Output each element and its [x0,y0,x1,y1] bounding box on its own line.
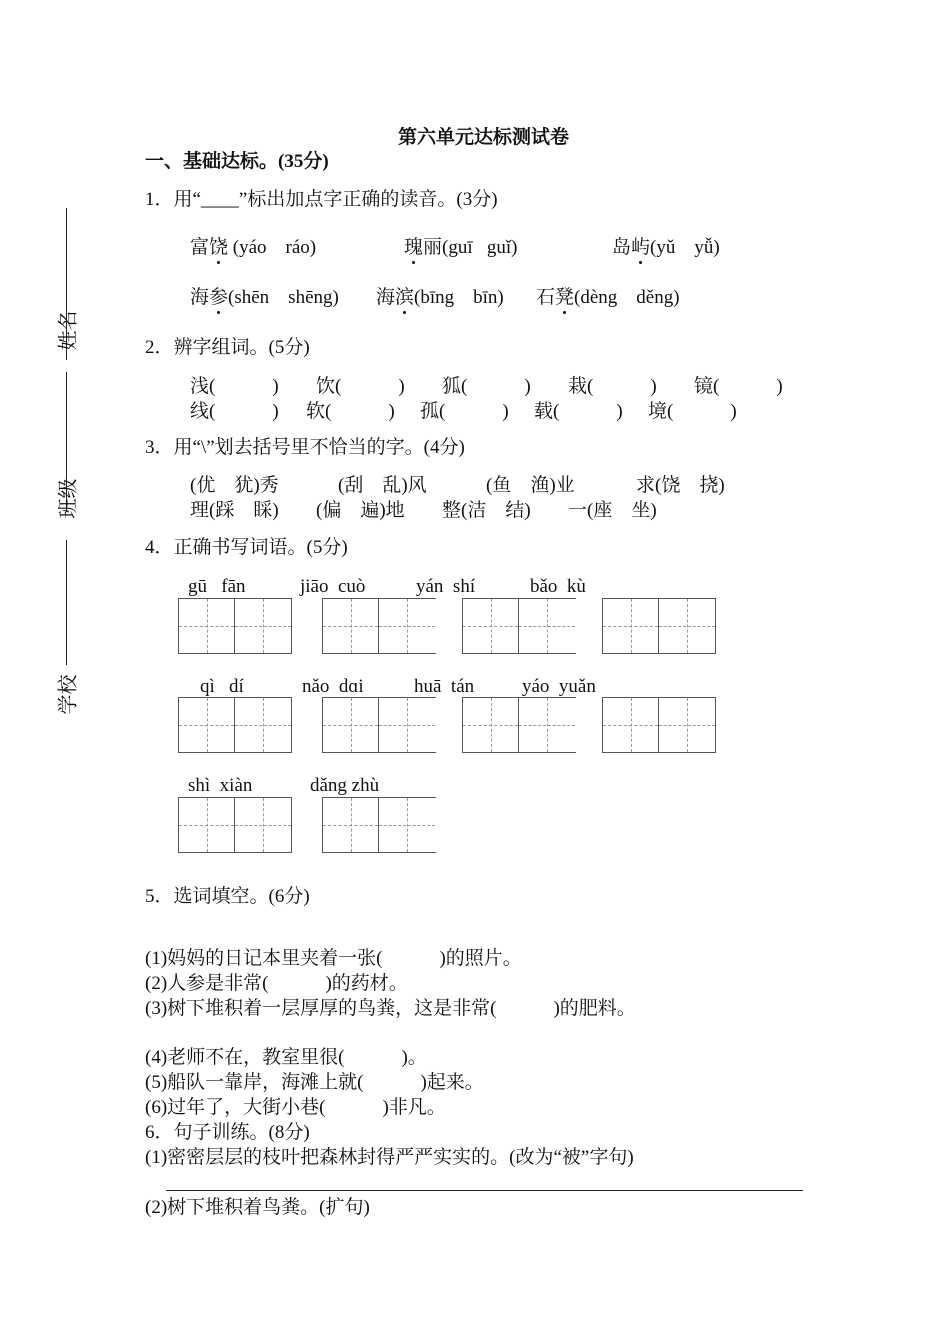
q3-cell: 一(座 坐) [568,500,657,521]
q1-pinyin: (shēn shēng) [228,287,339,308]
q4-heading: 4．正确书写词语。(5分) [145,537,348,558]
q5-heading: 5．选词填空。(6分) [145,886,310,907]
q4-pinyin: shì xiàn [188,775,253,796]
q6-item: (2)树下堆积着鸟粪。(扩句) [145,1197,370,1218]
q4-writing-grid[interactable] [178,598,292,654]
q1-item [376,288,504,307]
q4-writing-grid[interactable] [602,697,716,753]
page-title: 第六单元达标测试卷 [398,127,570,148]
q5-item: (2)人参是非常( )的药材。 [145,973,408,994]
q1-pinyin: (yáo ráo) [228,237,317,258]
q1-pinyin: (dèng děng) [574,287,680,308]
q1-item [190,288,339,307]
q3-cell: 求(饶 挠) [636,475,725,496]
q5-item: (4)老师不在，教室里很( )。 [145,1047,427,1068]
q1-item [612,238,720,257]
q3-cell: (刮 乱)风 [338,475,427,496]
q2-cell: 镜( ) [694,376,783,397]
q1-dotted-char: 屿 [631,237,651,258]
q2-cell: 境( ) [648,401,737,422]
q2-cell: 狐( ) [442,376,531,397]
side-line-school [66,540,67,665]
q2-cell: 栽( ) [568,376,657,397]
q1-pinyin: (bīng bīn) [414,287,504,308]
q1-item [190,238,316,257]
q1-char: 富 [190,237,210,258]
q6-item: (1)密密层层的枝叶把森林封得严严实实的。(改为“被”字句) [145,1147,634,1168]
q4-writing-grid[interactable] [322,598,436,654]
q1-char: 海 [376,287,396,308]
q5-item: (1)妈妈的日记本里夹着一张( )的照片。 [145,948,522,969]
q1-char: 海 [190,287,210,308]
q2-cell: 软( ) [306,401,395,422]
q1-heading: 1．用“____”标出加点字正确的读音。(3分) [145,189,498,210]
name-label: 姓名 [55,310,80,351]
q1-dotted-char: 参 [209,287,229,308]
q3-cell: (优 犹)秀 [190,475,279,496]
q4-writing-grid[interactable] [462,598,576,654]
q2-heading: 2．辨字组词。(5分) [145,337,310,358]
q1-dotted-char: 饶 [209,237,229,258]
q6-heading: 6．句子训练。(8分) [145,1122,310,1143]
q3-heading: 3．用“\”划去括号里不恰当的字。(4分) [145,437,465,458]
q3-cell: (鱼 渔)业 [486,475,575,496]
q3-cell: 理(踩 睬) [190,500,279,521]
q5-item: (6)过年了，大街小巷( )非凡。 [145,1097,446,1118]
q4-pinyin: huā tán [414,676,475,697]
q3-cell: (偏 遍)地 [316,500,405,521]
q2-cell: 载( ) [534,401,623,422]
q4-pinyin: yán shí [416,576,476,597]
q1-pinyin: 丽(guī guǐ) [423,237,518,258]
q4-writing-grid[interactable] [462,697,576,753]
q4-pinyin: dǎng zhù [310,775,380,796]
q1-dotted-char: 滨 [395,287,415,308]
q4-pinyin: gū fān [188,576,246,597]
q2-cell: 饮( ) [316,376,405,397]
q6-answer-line[interactable] [166,1190,803,1191]
q5-item: (3)树下堆积着一层厚厚的鸟粪，这是非常( )的肥料。 [145,998,636,1019]
q4-pinyin: bǎo kù [530,576,586,597]
q2-cell: 孤( ) [420,401,509,422]
q1-char: 石 [536,287,556,308]
q4-writing-grid[interactable] [178,697,292,753]
q1-item [536,288,680,307]
q4-writing-grid[interactable] [322,697,436,753]
q2-cell: 线( ) [190,401,279,422]
q1-item [404,238,517,257]
q2-cell: 浅( ) [190,376,279,397]
q4-writing-grid[interactable] [602,598,716,654]
q4-writing-grid[interactable] [178,797,292,853]
q4-pinyin: qì dí [200,676,244,697]
q5-item: (5)船队一靠岸，海滩上就( )起来。 [145,1072,484,1093]
q4-pinyin: nǎo dɑi [302,676,364,697]
q4-pinyin: yáo yuǎn [522,676,596,697]
q4-pinyin: jiāo cuò [300,576,366,597]
q1-dotted-char: 凳 [555,287,575,308]
school-label: 学校 [55,674,80,715]
q1-char: 岛 [612,237,632,258]
q1-pinyin: (yǔ yǚ) [650,237,720,258]
class-label: 班级 [55,478,80,519]
section-1-heading: 一、基础达标。(35分) [145,151,329,172]
q1-dotted-char: 瑰 [404,237,424,258]
q4-writing-grid[interactable] [322,797,436,853]
q3-cell: 整(洁 结) [442,500,531,521]
